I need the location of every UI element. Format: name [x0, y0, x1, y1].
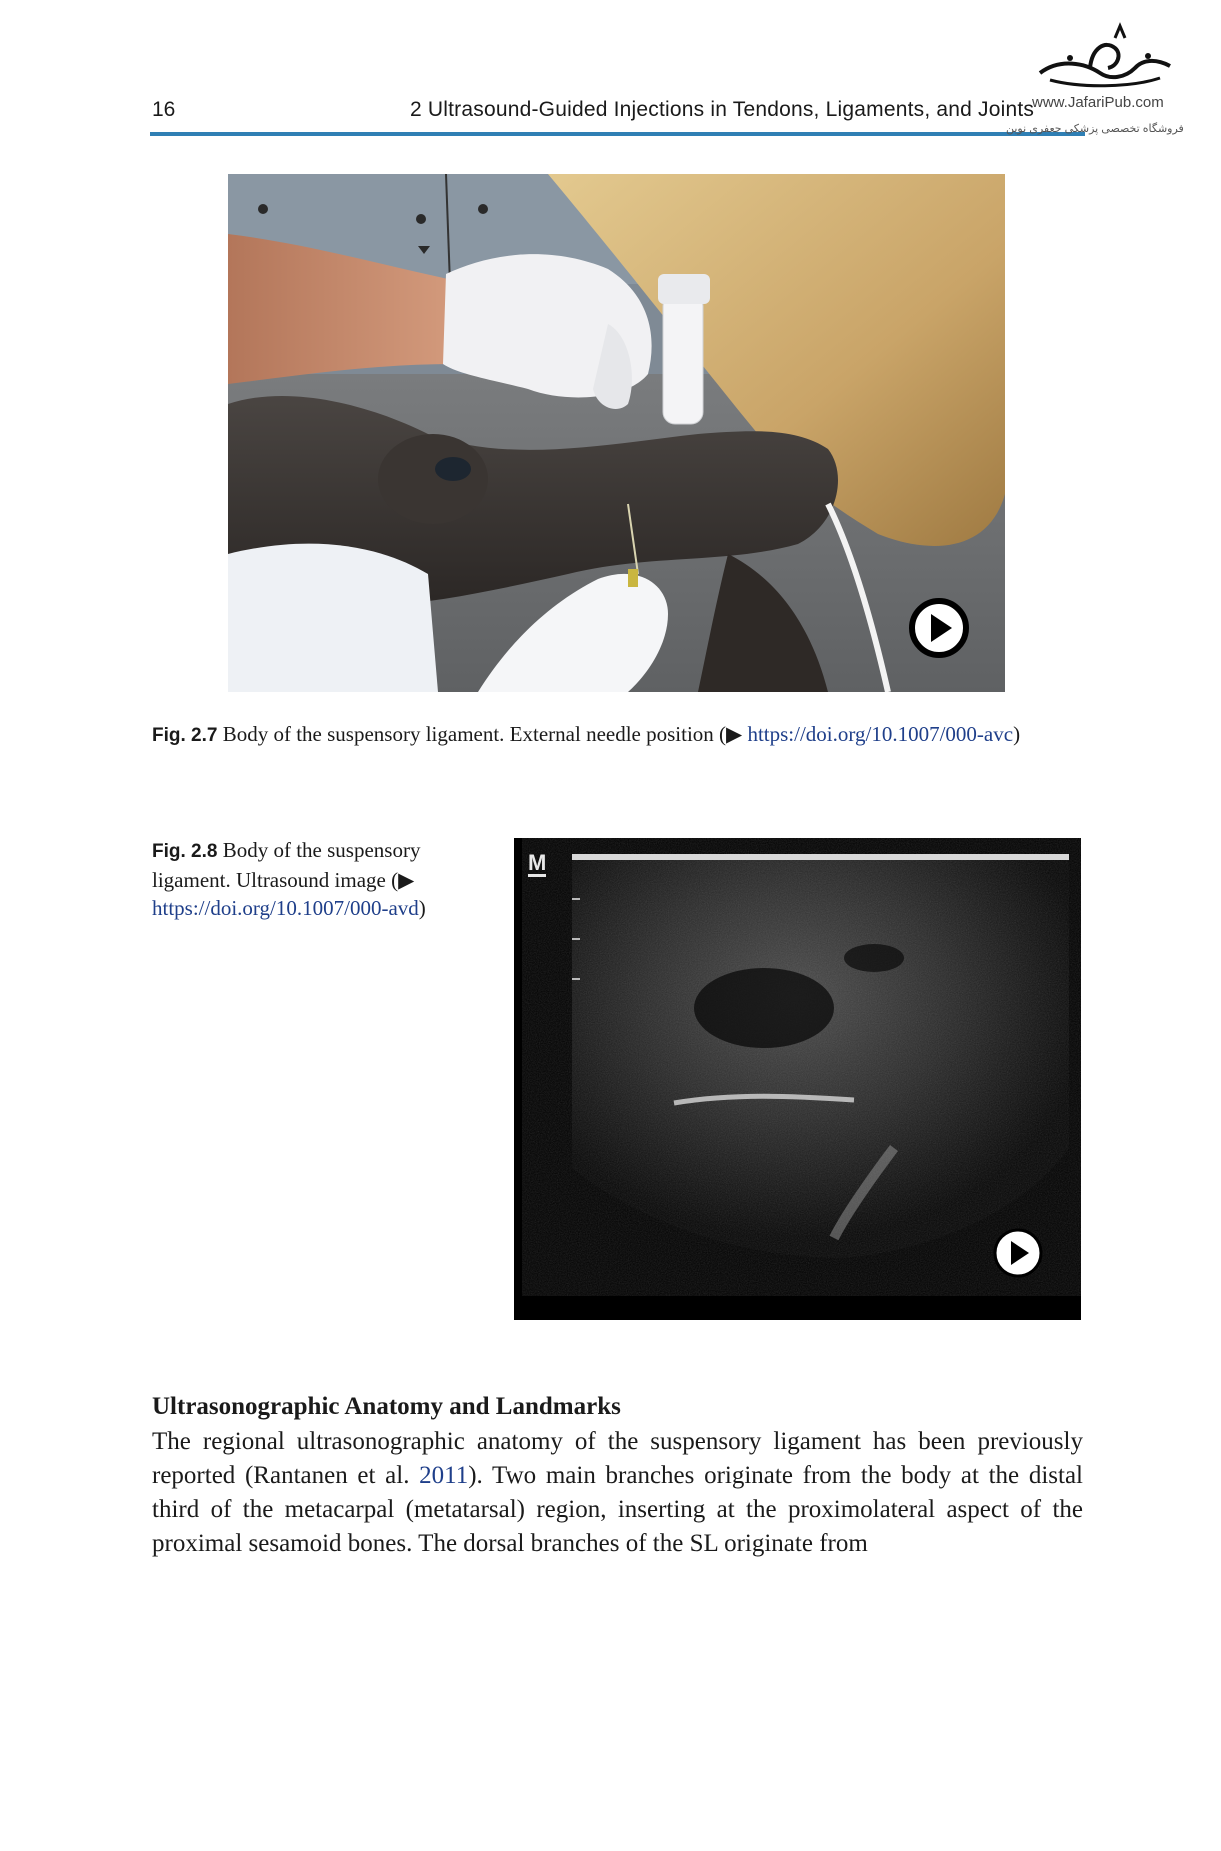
publisher-watermark — [1000, 18, 1205, 143]
watermark-subtitle: فروشگاه تخصصی پزشکی جعفری نوین — [1006, 123, 1184, 135]
figure-2-8-ultrasound[interactable] — [514, 838, 1081, 1320]
section-heading: Ultrasonographic Anatomy and Landmarks — [152, 1393, 621, 1420]
horse-leg-photo-illustration — [228, 174, 1005, 692]
page-number: 16 — [152, 98, 176, 121]
ultrasound-marker: M — [528, 850, 547, 875]
figure-2-7-photo[interactable] — [228, 174, 1005, 692]
play-icon[interactable] — [908, 597, 970, 659]
header-rule — [150, 132, 1085, 136]
figure-2-8-caption — [152, 836, 452, 922]
doi-link[interactable]: https://doi.org/10.1007/000-avd — [152, 896, 419, 920]
figure-label: Fig. 2.8 — [152, 841, 218, 862]
citation-link[interactable]: 2011 — [419, 1462, 469, 1489]
paragraph-text-1: The regional ultrasonographic anatomy of the suspensory ligament has been previously reported (Rantanen et al. — [152, 1428, 1083, 1489]
publisher-logo-icon — [1030, 18, 1180, 93]
caption-text: Body of the suspensory ligament. External needle position ( — [222, 722, 727, 746]
watermark-site: www.JafariPub.com — [1032, 94, 1164, 111]
body-paragraph — [152, 1425, 1083, 1561]
paragraph-text-2: ). Two main branches originate from the body at the distal third of the metacarpal (metatarsal) region, inserting at the proximolateral aspect of the proximal sesamoid bones. The dorsal branches of the SL originate from — [152, 1462, 1083, 1557]
caption-text: Body of the suspensory ligament. Ultrasound image ( — [152, 838, 421, 892]
caption-close: ) — [418, 896, 426, 920]
arrow-icon: ▶ — [726, 722, 743, 746]
figure-2-7-caption — [152, 720, 1087, 750]
arrow-icon: ▶ — [398, 868, 415, 892]
running-head: 2 Ultrasound-Guided Injections in Tendons, Ligaments, and Joints — [410, 98, 1035, 121]
play-icon[interactable] — [992, 1227, 1044, 1279]
doi-link[interactable]: https://doi.org/10.1007/000-avc — [747, 722, 1014, 746]
caption-close: ) — [1013, 722, 1021, 746]
figure-label: Fig. 2.7 — [152, 725, 218, 746]
